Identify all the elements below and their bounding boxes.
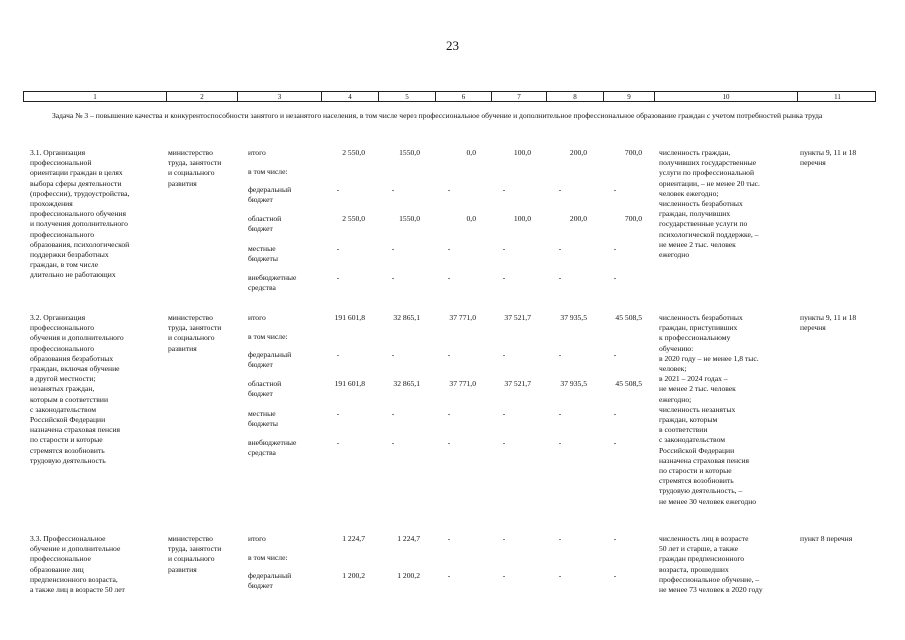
executor-line: развития <box>168 564 197 574</box>
activity-title-line: и получения дополнительного <box>30 219 128 229</box>
executor-line: труда, занятости <box>168 323 222 333</box>
funding-source-label: бюджет <box>248 389 273 399</box>
indicator-line: государственные услуги по <box>659 219 748 229</box>
value-dash: - <box>613 409 617 418</box>
reference-line: пункты 9, 11 и 18 <box>800 148 857 157</box>
indicator-line: ориентации, – не менее 20 тыс. <box>659 178 760 188</box>
activity-title-line: Российской Федерации <box>30 415 106 424</box>
funding-value: 1 200,2 <box>342 571 365 580</box>
funding-source-label: средства <box>248 283 276 293</box>
funding-value: 37 935,5 <box>560 313 587 322</box>
header-col-7: 7 <box>491 92 546 101</box>
indicator-line: ежегодно; <box>659 394 692 404</box>
funding-source-label: федеральный <box>248 185 292 194</box>
activity-title-line: которым в соответствии <box>30 394 109 404</box>
indicator-line: возраста, прошедших <box>659 564 729 574</box>
activity-title-line: с законодательством <box>30 404 97 414</box>
funding-source-label: внебюджетные <box>248 438 297 447</box>
funding-source-label: бюджет <box>248 195 273 205</box>
value-dash: - <box>502 185 506 194</box>
indicator-line: к профессиональному <box>659 333 731 343</box>
indicator-line: услуги по профессиональной <box>659 168 755 178</box>
indicator-line: стремятся возобновить <box>659 476 734 486</box>
value-dash: - <box>391 409 395 418</box>
funding-source-label: в том числе: <box>248 332 288 341</box>
indicator-line: ежегодно <box>659 250 690 259</box>
funding-value: 45 508,5 <box>615 313 642 322</box>
value-dash: - <box>336 244 340 253</box>
funding-value: 700,0 <box>624 214 642 223</box>
value-dash: - <box>558 350 562 359</box>
funding-value: 1 200,2 <box>397 571 420 580</box>
value-dash: - <box>336 409 340 418</box>
funding-value: 32 865,1 <box>393 379 420 388</box>
funding-value: 37 521,7 <box>504 379 531 388</box>
value-dash: - <box>558 571 562 580</box>
reference-line: пункт 8 перечня <box>800 534 853 543</box>
activity-title-line: граждан, включая обучение <box>30 364 120 373</box>
header-col-2: 2 <box>166 92 237 101</box>
value-dash: - <box>558 409 562 418</box>
activity-title-line: обучения и дополнительного <box>30 333 124 343</box>
header-col-8: 8 <box>546 92 603 101</box>
header-col-6: 6 <box>435 92 491 101</box>
activity-title-line: граждан, в том числе <box>30 260 99 270</box>
funding-source-label: в том числе: <box>248 167 288 176</box>
value-dash: - <box>336 273 340 282</box>
executor-line: и социального <box>168 168 215 178</box>
indicator-line: численность безработных <box>659 199 743 208</box>
activity-title-line: профессиональное <box>30 554 91 564</box>
value-dash: - <box>502 571 506 580</box>
indicator-line: в соответствии <box>659 425 708 435</box>
activity-title-line: 3.3. Профессиональное <box>30 534 106 543</box>
task-heading: Задача № 3 – повышение качества и конкурентоспособности занятого и незанятого населения, в том числе через профессиональное обучение и дополнительное профессиональное образование граждан с учетом потребностей рынка труда <box>52 111 823 120</box>
funding-value: 1550,0 <box>399 214 420 223</box>
funding-source-label: бюджеты <box>248 419 278 429</box>
funding-source-label: бюджет <box>248 224 273 234</box>
header-col-9: 9 <box>603 92 654 101</box>
value-dash: - <box>447 185 451 194</box>
page-number: 23 <box>446 38 459 53</box>
header-col-4: 4 <box>321 92 378 101</box>
value-dash: - <box>447 244 451 253</box>
indicator-line: трудовую деятельность, – <box>659 486 743 496</box>
funding-value: 32 865,1 <box>393 313 420 322</box>
activity-title-line: прохождения <box>30 199 73 208</box>
activity-title-line: профессионального <box>30 229 95 239</box>
funding-value: 37 935,5 <box>560 379 587 388</box>
value-dash: - <box>613 534 617 543</box>
value-dash: - <box>391 185 395 194</box>
activity-title-line: стремятся возобновить <box>30 445 105 455</box>
activity-title-line: ориентации граждан в целях <box>30 168 123 178</box>
activity-title-line: незанятых граждан, <box>30 384 95 394</box>
funding-value: 700,0 <box>624 148 642 157</box>
value-dash: - <box>336 438 340 447</box>
activity-title-line: (профессии), трудоустройства, <box>30 188 130 198</box>
activity-title-line: профессионального <box>30 323 95 333</box>
funding-value: 37 521,7 <box>504 313 531 322</box>
indicator-line: численность безработных <box>659 313 743 322</box>
indicator-line: не менее 73 человек в 2020 году <box>659 585 763 594</box>
indicator-line: в 2020 году – не менее 1,8 тыс. <box>659 353 759 363</box>
funding-value: 100,0 <box>513 214 531 223</box>
value-dash: - <box>558 534 562 543</box>
value-dash: - <box>447 273 451 282</box>
funding-value: 2 550,0 <box>342 214 365 223</box>
funding-value: 191 601,8 <box>334 379 365 388</box>
indicator-line: численность незанятых <box>659 404 736 414</box>
indicator-line: человек; <box>659 364 687 373</box>
funding-source-label: областной <box>248 379 282 388</box>
value-dash: - <box>447 438 451 447</box>
value-dash: - <box>613 438 617 447</box>
value-dash: - <box>391 244 395 253</box>
activity-title-line: профессионального <box>30 343 95 353</box>
value-dash: - <box>336 185 340 194</box>
value-dash: - <box>391 350 395 359</box>
value-dash: - <box>502 273 506 282</box>
activity-title-line: назначена страховая пенсия <box>30 425 121 435</box>
activity-title-line: поддержки безработных <box>30 250 109 259</box>
indicator-line: профессиональное обучение, – <box>659 574 760 584</box>
funding-source-label: итого <box>248 148 266 157</box>
indicator-line: человек ежегодно; <box>659 188 719 198</box>
funding-value: 1 224,7 <box>342 534 365 543</box>
value-dash: - <box>558 273 562 282</box>
funding-value: 37 771,0 <box>449 313 476 322</box>
value-dash: - <box>447 350 451 359</box>
indicator-line: в 2021 – 2024 годах – <box>659 374 728 384</box>
indicator-line: психологической поддержке, – <box>659 229 759 239</box>
funding-source-label: местные <box>248 409 276 418</box>
value-dash: - <box>447 571 451 580</box>
value-dash: - <box>613 571 617 580</box>
reference-line: перечня <box>800 323 826 333</box>
indicator-line: 50 лет и старше, а также <box>659 544 739 554</box>
activity-title-line: профессиональной <box>30 158 92 168</box>
activity-title-line: образование лиц <box>30 564 84 574</box>
funding-value: 191 601,8 <box>334 313 365 322</box>
executor-line: развития <box>168 343 197 353</box>
value-dash: - <box>558 438 562 447</box>
indicator-line: получивших государственные <box>659 158 757 168</box>
funding-source-label: бюджет <box>248 360 273 370</box>
value-dash: - <box>502 438 506 447</box>
executor-line: министерство <box>168 148 213 157</box>
indicator-line: Российской Федерации <box>659 445 735 455</box>
funding-value: 1 224,7 <box>397 534 420 543</box>
indicator-line: численность граждан, <box>659 148 731 157</box>
value-dash: - <box>613 350 617 359</box>
funding-source-label: итого <box>248 313 266 322</box>
activity-title-line: 3.2. Организация <box>30 313 86 322</box>
indicator-line: назначена страховая пенсия <box>659 455 750 465</box>
header-col-3: 3 <box>237 92 321 101</box>
activity-title-line: 3.1. Организация <box>30 148 86 157</box>
value-dash: - <box>558 244 562 253</box>
activity-title-line: выбора сферы деятельности <box>30 178 122 188</box>
funding-source-label: внебюджетные <box>248 273 297 282</box>
indicator-line: граждан предпенсионного <box>659 554 745 564</box>
funding-value: 0,0 <box>466 148 476 157</box>
value-dash: - <box>336 350 340 359</box>
funding-source-label: бюджеты <box>248 254 278 264</box>
activity-title-line: образования безработных <box>30 353 114 363</box>
funding-source-label: средства <box>248 448 276 458</box>
indicator-line: по старости и которые <box>659 466 732 475</box>
activity-title-line: в другой местности; <box>30 374 96 384</box>
funding-source-label: итого <box>248 534 266 543</box>
funding-source-label: бюджет <box>248 581 273 591</box>
activity-title-line: образования, психологической <box>30 239 130 249</box>
executor-line: и социального <box>168 554 215 564</box>
funding-value: 1550,0 <box>399 148 420 157</box>
indicator-line: граждан, получивших <box>659 209 731 219</box>
header-col-10: 10 <box>654 92 797 101</box>
indicator-line: обучению: <box>659 343 694 353</box>
value-dash: - <box>447 534 451 543</box>
activity-title-line: длительно не работающих <box>30 270 116 280</box>
funding-value: 0,0 <box>466 214 476 223</box>
reference-line: перечня <box>800 158 826 168</box>
executor-line: развития <box>168 178 197 188</box>
funding-source-label: федеральный <box>248 571 292 580</box>
funding-value: 2 550,0 <box>342 148 365 157</box>
header-col-11: 11 <box>797 92 877 101</box>
indicator-line: не менее 30 человек ежегодно <box>659 496 757 506</box>
value-dash: - <box>613 273 617 282</box>
column-number-header <box>23 91 876 102</box>
indicator-line: граждан, которым <box>659 415 718 424</box>
indicator-line: численность лиц в возрасте <box>659 534 749 543</box>
activity-title-line: по старости и которые <box>30 435 103 445</box>
funding-source-label: местные <box>248 244 276 253</box>
executor-line: и социального <box>168 333 215 343</box>
activity-title-line: трудовую деятельность <box>30 455 106 465</box>
funding-source-label: федеральный <box>248 350 292 359</box>
indicator-line: не менее 2 тыс. человек <box>659 239 736 249</box>
executor-line: труда, занятости <box>168 158 222 168</box>
activity-title-line: обучение и дополнительное <box>30 544 121 554</box>
indicator-line: граждан, приступивших <box>659 323 738 333</box>
indicator-line: с законодательством <box>659 435 726 445</box>
header-col-5: 5 <box>378 92 435 101</box>
value-dash: - <box>391 273 395 282</box>
value-dash: - <box>502 534 506 543</box>
value-dash: - <box>502 244 506 253</box>
value-dash: - <box>558 185 562 194</box>
activity-title-line: а также лиц в возрасте 50 лет <box>30 585 125 594</box>
activity-title-line: профессионального обучения <box>30 209 126 219</box>
funding-value: 37 771,0 <box>449 379 476 388</box>
reference-line: пункты 9, 11 и 18 <box>800 313 857 322</box>
funding-value: 100,0 <box>513 148 531 157</box>
funding-source-label: в том числе: <box>248 553 288 562</box>
value-dash: - <box>613 244 617 253</box>
funding-source-label: областной <box>248 214 282 223</box>
value-dash: - <box>502 409 506 418</box>
executor-line: труда, занятости <box>168 544 222 554</box>
funding-value: 200,0 <box>569 148 587 157</box>
value-dash: - <box>391 438 395 447</box>
funding-value: 200,0 <box>569 214 587 223</box>
activity-title-line: предпенсионного возраста, <box>30 574 118 584</box>
header-col-1: 1 <box>93 93 97 101</box>
indicator-line: не менее 2 тыс. человек <box>659 384 736 394</box>
value-dash: - <box>613 185 617 194</box>
value-dash: - <box>447 409 451 418</box>
executor-line: министерство <box>168 534 213 543</box>
funding-value: 45 508,5 <box>615 379 642 388</box>
executor-line: министерство <box>168 313 213 322</box>
value-dash: - <box>502 350 506 359</box>
